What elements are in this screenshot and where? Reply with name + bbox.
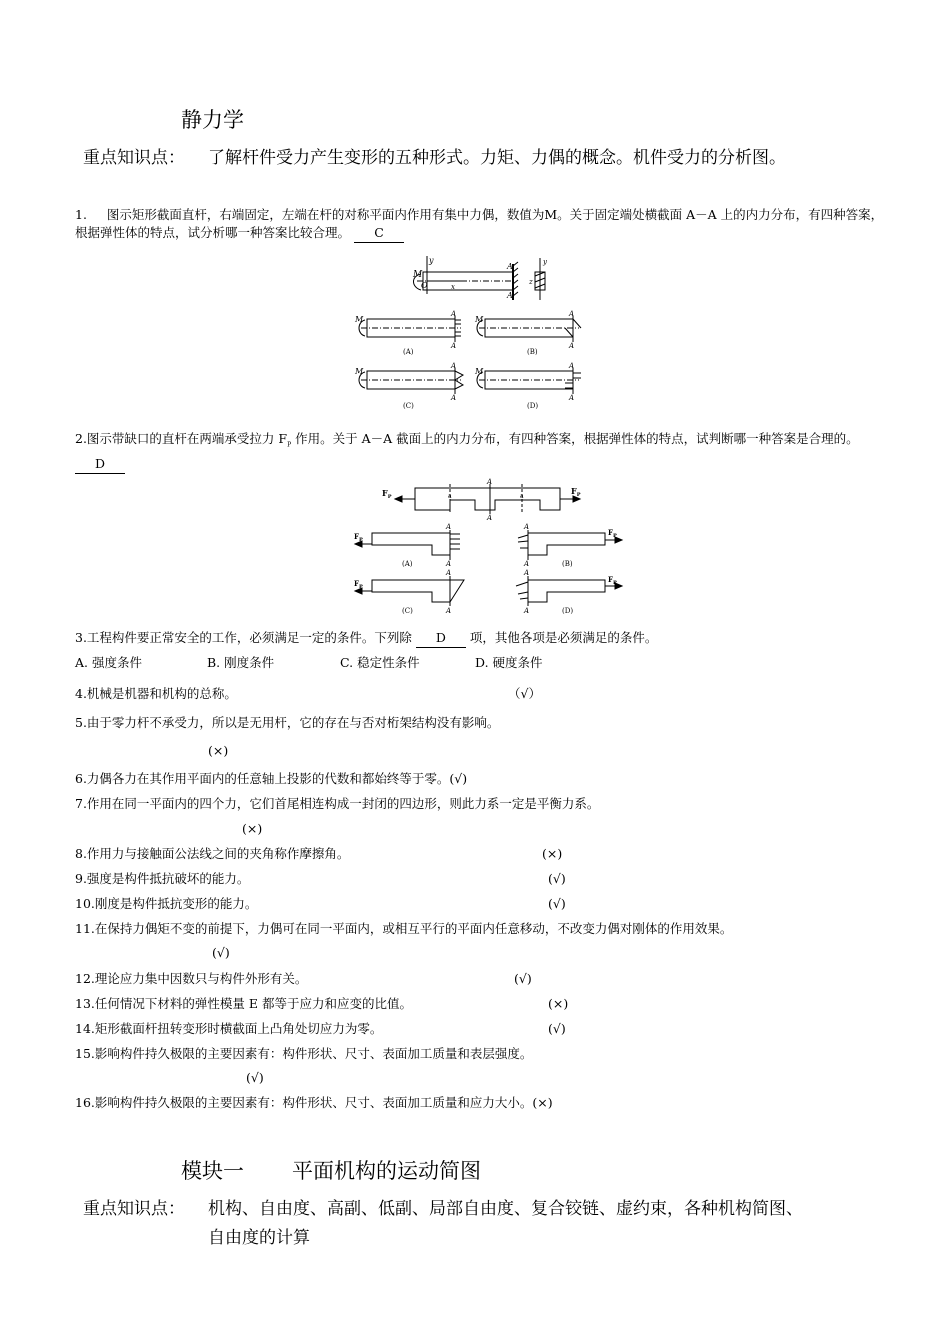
fig2-option-d-label: (D) [562,607,574,615]
judgment-7-text: 7.作用在同一平面内的四个力，它们首尾相连构成一封闭的四边形，则此力系一定是平衡力系。 [75,796,600,811]
key-points-text-2-line1: 机构、自由度、高副、低副、局部自由度、复合铰链、虚约束，各种机构简图、 [208,1199,803,1219]
question-3-option-a: A. 强度条件 [75,655,142,670]
judgment-15-text: 15.影响构件持久极限的主要因素有：构件形状、尺寸、表面加工质量和表层强度。 [75,1046,533,1061]
judgment-16-text: 16.影响构件持久极限的主要因素有：构件形状、尺寸、表面加工质量和应力大小。(×) [75,1095,553,1110]
question-2-text-a: 2.图示带缺口的直杆在两端承受拉力 F [75,431,288,446]
judgment-4-mark: （√） [508,686,541,701]
fig2-option-c-F: $F_P$ [354,579,363,590]
fig2-option-c-A2: A [446,607,452,615]
fig1-option-c-diagram [359,368,463,394]
fig1-label-x: x [451,283,455,291]
key-points-label: 重点知识点： [83,148,185,168]
figure-2-main-bar [395,484,580,514]
question-3-answer: D [416,629,466,648]
fig1-option-b-A2: A [569,342,575,350]
fig2-option-c-label: (C) [402,607,413,615]
judgment-8-mark: (×) [542,846,563,861]
fig2-option-c-A1: A [446,569,452,577]
fig2-option-d-diagram [516,576,622,606]
fig1-label-A-top: A [507,262,513,271]
fig2-option-a-F: $F_P$ [354,532,363,543]
fig1-option-d-diagram [477,368,581,394]
fig2-option-d-A1: A [524,569,530,577]
fig2-option-b-A1: A [524,523,530,531]
question-3-option-b: B. 刚度条件 [207,655,275,670]
fig1-label-y2: y [543,258,547,266]
judgment-13-mark: (×) [548,996,569,1011]
fig2-main-a2: a [520,493,524,500]
judgment-5-mark: (×) [208,743,229,758]
fig1-option-c-A2: A [451,394,457,402]
fig1-label-M: M [413,270,423,280]
fig2-option-a-A2: A [446,560,452,568]
question-2-answer: D [75,455,125,474]
fig1-option-d-A1: A [569,362,575,370]
fig1-option-b-A1: A [569,310,575,318]
fig1-label-O: O [421,281,428,290]
fig2-main-F-left: $F_P$ [382,488,392,500]
question-3-option-d: D. 硬度条件 [475,655,543,670]
question-3-option-c: C. 稳定性条件 [340,655,420,670]
fig2-option-b-F: $F_P$ [608,528,617,539]
judgment-14-text: 14.矩形截面杆扭转变形时横截面上凸角处切应力为零。 [75,1021,383,1036]
question-3 [75,629,657,648]
fig2-option-d-A2: A [524,607,530,615]
judgment-4-text: 4.机械是机器和机构的总称。 [75,686,237,701]
judgment-11-mark: (√) [212,945,230,960]
judgment-9-mark: (√) [548,871,566,886]
fig2-option-b-diagram [518,530,622,560]
question-1-answer: C [354,224,404,243]
figure-2 [350,476,630,621]
fig2-option-a-A1: A [446,523,452,531]
fig2-main-F-right: $F_P$ [571,486,581,498]
fig1-option-c-A1: A [451,362,457,370]
question-1-text: 图示矩形截面直杆，右端固定，左端在杆的对称平面内作用有集中力偶，数值为M。关于固定端处横截面 A－A 上的内力分布，有四种答案，根据弹性体的特点，试分析哪一种答案比较合理。 [75,207,884,240]
section-title-statics: 静力学 [181,108,244,132]
fig2-option-b-label: (B) [562,560,573,568]
judgment-8-text: 8.作用力与接触面公法线之间的夹角称作摩擦角。 [75,846,350,861]
judgment-9-text: 9.强度是构件抵抗破坏的能力。 [75,871,250,886]
judgment-10-text: 10.刚度是构件抵抗变形的能力。 [75,896,258,911]
fig2-option-d-F: $F_P$ [608,575,617,586]
question-3-text-a: 3.工程构件要正常安全的工作，必须满足一定的条件。下列除 [75,630,412,645]
fig1-label-y: y [429,256,434,265]
module-one-label: 模块一 [181,1159,244,1183]
question-2-text-b: 作用。关于 A－A 截面上的内力分布，有四种答案，根据弹性体的特点，试判断哪一种答案是合理的。 [295,431,859,446]
fig1-option-b-diagram [477,316,581,342]
judgment-12-text: 12.理论应力集中因数只与构件外形有关。 [75,971,308,986]
fig2-main-A2: A [487,514,493,522]
question-2-subscript: P [287,441,292,449]
key-points-label-2: 重点知识点： [83,1199,185,1219]
module-one-title: 平面机构的运动简图 [292,1159,481,1183]
fig1-option-d-label: (D) [527,402,539,410]
fig1-label-z: z [529,278,533,286]
judgment-14-mark: (√) [548,1021,566,1036]
fig1-option-c-M: M [355,367,364,376]
question-1 [75,206,887,243]
fig1-option-a-label: (A) [403,348,414,356]
fig2-option-b-A2: A [524,560,530,568]
fig2-main-A1: A [487,478,493,486]
fig1-option-a-diagram [359,316,461,342]
fig1-option-a-A1: A [451,310,457,318]
fig1-option-a-A2: A [451,342,457,350]
fig2-option-a-label: (A) [402,560,413,568]
figure-1 [345,254,605,414]
judgment-13-text: 13.任何情况下材料的弹性模量 E 都等于应力和应变的比值。 [75,996,412,1011]
key-points-text-2-line2: 自由度的计算 [208,1228,310,1248]
judgment-15-mark: (√) [246,1070,264,1085]
key-points-text: 了解杆件受力产生变形的五种形式。力矩、力偶的概念。机件受力的分析图。 [208,148,786,168]
judgment-7-mark: (×) [242,821,263,836]
section-title-module-one [181,1155,481,1185]
judgment-5-text: 5.由于零力杆不承受力，所以是无用杆，它的存在与否对桁架结构没有影响。 [75,715,500,730]
fig1-option-d-M: M [475,367,484,376]
question-3-text-b: 项，其他各项是必须满足的条件。 [469,630,658,645]
fig2-main-a1: a [448,493,452,500]
question-2 [75,430,887,474]
fig1-option-a-M: M [355,315,364,324]
fig1-option-b-label: (B) [527,348,538,356]
question-1-number: 1. [75,207,87,222]
fig1-option-b-M: M [475,315,484,324]
judgment-11-text: 11.在保持力偶矩不变的前提下，力偶可在同一平面内，或相互平行的平面内任意移动，不改变力偶对刚体的作用效果。 [75,921,733,936]
fig1-option-c-label: (C) [403,402,414,410]
fig1-option-d-A2: A [569,394,575,402]
fig2-option-a-diagram [355,530,460,560]
fig1-label-A-bottom: A [507,291,513,300]
fig2-option-c-diagram [355,576,464,606]
judgment-6-text: 6.力偶各力在其作用平面内的任意轴上投影的代数和都始终等于零。(√) [75,771,468,786]
judgment-10-mark: (√) [548,896,566,911]
judgment-12-mark: (√) [514,971,532,986]
